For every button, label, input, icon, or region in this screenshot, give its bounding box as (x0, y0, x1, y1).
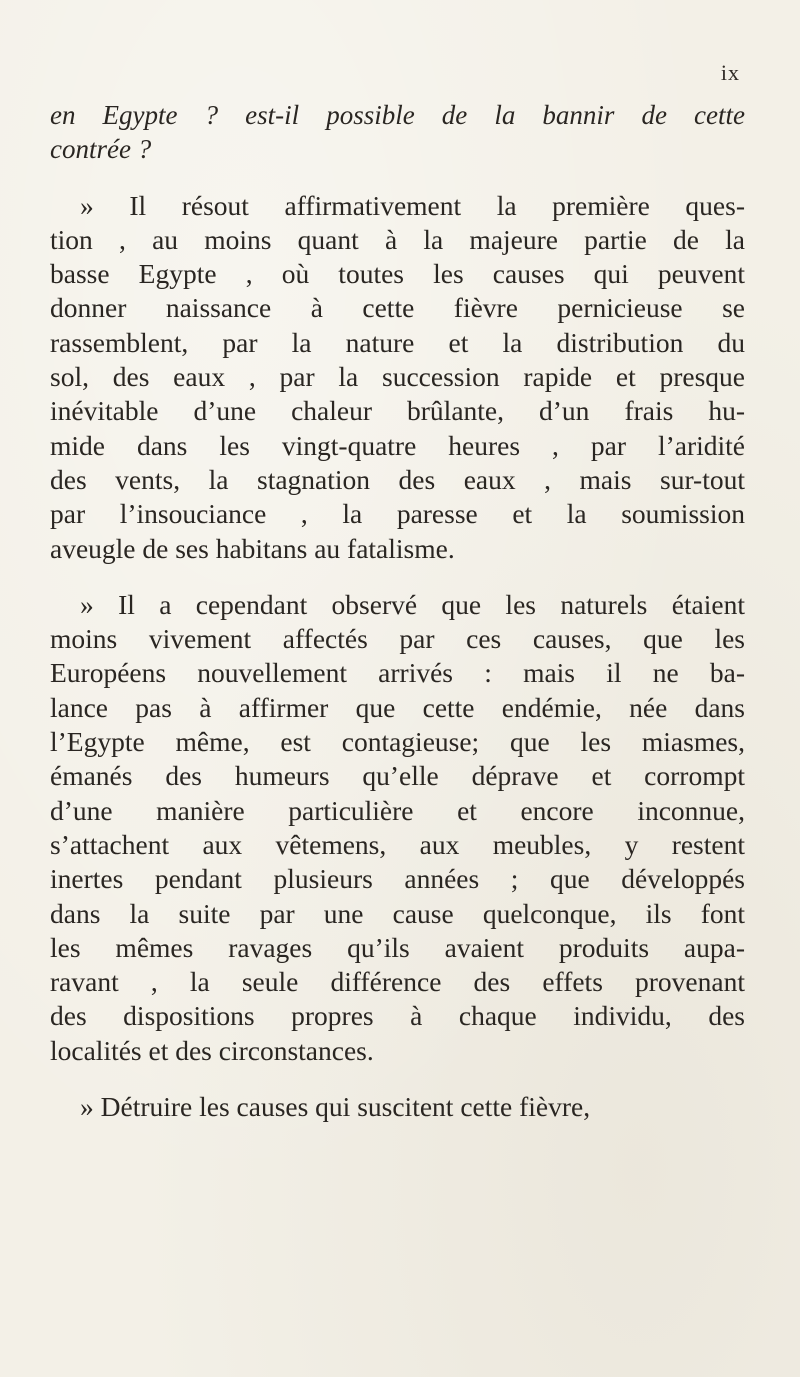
text-line: contrée ? (50, 134, 152, 165)
text-line: donner naissance à cette fièvre pernicieuse se (50, 292, 745, 324)
text-line: ravant , la seule différence des effets provenant (50, 966, 745, 998)
text-line: tion , au moins quant à la majeure partie de la (50, 223, 745, 255)
text-line: émanés des humeurs qu’elle déprave et corrompt (50, 760, 745, 792)
text-line: Européens nouvellement arrivés : mais il ne ba- (50, 657, 745, 689)
text-line: » Il résout affirmativement la première ques- (80, 189, 745, 221)
text-line: des dispositions propres à chaque individu, des (50, 1000, 745, 1032)
paragraph-1 (50, 189, 745, 566)
text-line: lance pas à affirmer que cette endémie, née dans (50, 691, 745, 723)
text-line: s’attachent aux vêtemens, aux meubles, y restent (50, 828, 745, 860)
page-number: ix (720, 60, 740, 85)
text-line: par l’insouciance , la paresse et la soumission (50, 498, 745, 530)
text-line: » Il a cependant observé que les naturels étaient (80, 588, 745, 620)
text-line: en Egypte ? est-il possible de la bannir de cette (50, 100, 745, 130)
text-line: aveugle de ses habitans au fatalisme. (50, 532, 455, 564)
text-line: dans la suite par une cause quelconque, ils font (50, 897, 745, 929)
intro-question (50, 98, 745, 167)
paragraph-3 (50, 1090, 745, 1124)
text-line: localités et des circonstances. (50, 1034, 374, 1066)
paragraph-2 (50, 588, 745, 1068)
text-line: » Détruire les causes qui suscitent cette fièvre, (80, 1091, 591, 1123)
text-block (50, 98, 745, 1146)
text-line: moins vivement affectés par ces causes, que les (50, 623, 745, 655)
text-line: des vents, la stagnation des eaux , mais sur-tout (50, 463, 745, 495)
text-line: inertes pendant plusieurs années ; que développés (50, 863, 745, 895)
text-line: sol, des eaux , par la succession rapide et presque (50, 361, 745, 393)
text-line: l’Egypte même, est contagieuse; que les miasmes, (50, 726, 745, 758)
text-line: d’une manière particulière et encore inconnue, (50, 794, 745, 826)
text-line: mide dans les vingt-quatre heures , par l’aridité (50, 429, 745, 461)
text-line: inévitable d’une chaleur brûlante, d’un frais hu- (50, 395, 745, 427)
text-line: rassemblent, par la nature et la distribution du (50, 326, 745, 358)
text-line: basse Egypte , où toutes les causes qui peuvent (50, 258, 745, 290)
text-line: les mêmes ravages qu’ils avaient produits aupa- (50, 931, 745, 963)
